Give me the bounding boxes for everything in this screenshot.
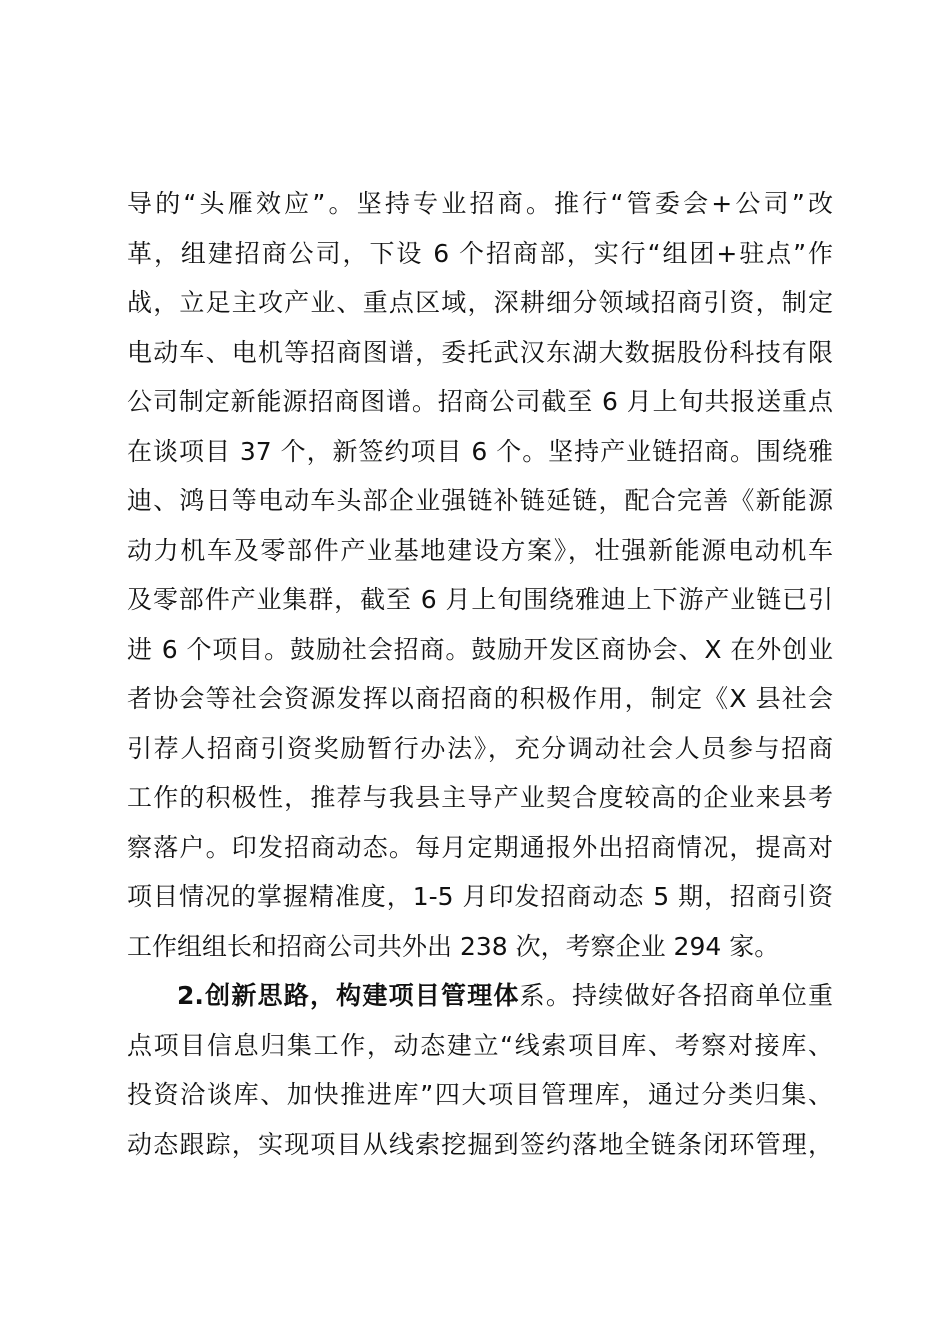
text-line: 在谈项目 37 个，新签约项目 6 个。坚持产业链招商。围绕雅: [127, 436, 833, 466]
text-line: 公司制定新能源招商图谱。招商公司截至 6 月上旬共报送重点: [127, 387, 833, 416]
text-line: 电动车、电机等招商图谱，委托武汉东湖大数据股份科技有限: [127, 337, 833, 367]
text-line: 工作的积极性，推荐与我县主导产业契合度较高的企业来县考: [127, 783, 833, 812]
text-line: 革，组建招商公司，下设 6 个招商部，实行“组团+驻点”作: [127, 238, 833, 268]
text-run: 系。持续做好各招商单位重: [519, 981, 833, 1010]
text-line: 投资洽谈库、加快推进库”四大项目管理库，通过分类归集、: [127, 1080, 833, 1109]
text-line: 点项目信息归集工作，动态建立“线索项目库、考察对接库、: [127, 1030, 833, 1060]
text-line: 及零部件产业集群，截至 6 月上旬围绕雅迪上下游产业链已引: [127, 585, 833, 614]
text-line: 导的“头雁效应”。坚持专业招商。推行“管委会+公司”改: [127, 189, 833, 218]
text-line: 战，立足主攻产业、重点区域，深耕细分领域招商引资，制定: [127, 288, 833, 317]
text-line: 动态跟踪，实现项目从线索挖掘到签约落地全链条闭环管理，: [127, 1129, 833, 1159]
text-line: 动力机车及零部件产业基地建设方案》，壮强新能源电动机车: [127, 535, 833, 565]
text-line: 者协会等社会资源发挥以商招商的积极作用，制定《X 县社会: [127, 684, 833, 713]
section-heading-line: [177, 978, 833, 1014]
section-heading: 2.创新思路，构建项目管理体: [177, 981, 520, 1010]
text-line: 项目情况的掌握精准度，1-5 月印发招商动态 5 期，招商引资: [127, 882, 833, 911]
text-line: 察落户。印发招商动态。每月定期通报外出招商情况，提高对: [127, 832, 833, 862]
text-line: 迪、鸿日等电动车头部企业强链补链延链，配合完善《新能源: [127, 486, 833, 515]
text-line: 进 6 个项目。鼓励社会招商。鼓励开发区商协会、X 在外创业: [127, 634, 833, 664]
text-line: 引荐人招商引资奖励暂行办法》，充分调动社会人员参与招商: [127, 733, 833, 763]
text-line: 工作组组长和招商公司共外出 238 次，考察企业 294 家。: [127, 931, 780, 961]
